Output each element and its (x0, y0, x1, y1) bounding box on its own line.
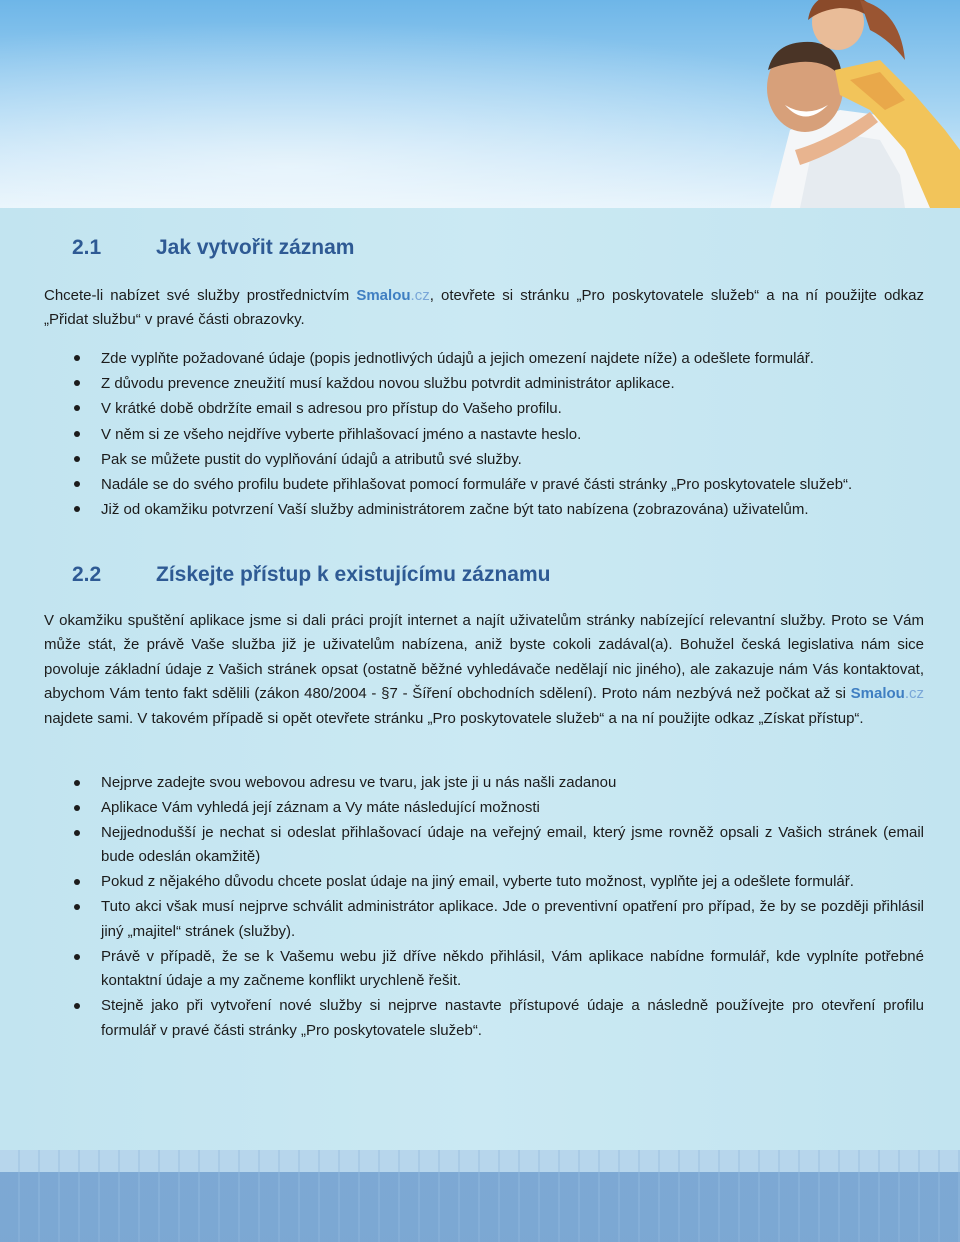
section-2-1-intro (44, 284, 924, 333)
brand-tld-text: .cz (904, 685, 924, 703)
section-2-2-intro (44, 609, 924, 731)
list-item: Nejprve zadejte svou webovou adresu ve tvaru, jak jste ji u nás našli zadanou (44, 771, 924, 795)
list-item: Již od okamžiku potvrzení Vaší služby administrátorem začne být tato nabízena (zobrazována) uživatelům. (44, 497, 924, 522)
list-item: Aplikace Vám vyhledá její záznam a Vy máte následující možnosti (44, 796, 924, 820)
section-title: Jak vytvořit záznam (156, 236, 355, 259)
list-item: V krátké době obdržíte email s adresou pro přístup do Vašeho profilu. (44, 396, 924, 421)
list-item: Tuto akci však musí nejprve schválit administrátor aplikace. Jde o preventivní opatření pro případ, že by se později přihlásil jiný „majitel“ stránek (služby). (44, 895, 924, 944)
list-item: Nadále se do svého profilu budete přihlašovat pomocí formuláře v pravé části stránky „Pro poskytovatele služeb“. (44, 472, 924, 497)
intro-text-start: Chcete-li nabízet své služby prostřednictvím (44, 287, 357, 304)
footer-light-stripe (0, 1150, 960, 1172)
section-2-2-bullet-list (44, 771, 924, 1044)
footer-decorative-band (0, 1150, 960, 1242)
header-banner-photo (0, 0, 960, 208)
list-item: Pak se můžete pustit do vyplňování údajů a atributů své služby. (44, 447, 924, 472)
brand-name-text: Smalou (356, 287, 411, 304)
section-title: Získejte přístup k existujícímu záznamu (156, 563, 551, 586)
section-heading-2-1 (72, 236, 354, 260)
list-item: V něm si ze všeho nejdříve vyberte přihlašovací jméno a nastavte heslo. (44, 422, 924, 447)
list-item: Stejně jako při vytvoření nové služby si nejprve nastavte přístupové údaje a následně používejte pro otevření profilu formulář v pravé části stránky „Pro poskytovatele služeb“. (44, 994, 924, 1043)
list-item: Pokud z nějakého důvodu chcete poslat údaje na jiný email, vyberte tuto možnost, vyplňte jej a odešlete formulář. (44, 870, 924, 894)
section-number: 2.1 (72, 236, 102, 259)
brand-tld-text: .cz (410, 287, 430, 304)
footer-dark-stripe (0, 1172, 960, 1242)
brand-name (851, 685, 924, 702)
list-item: Z důvodu prevence zneužití musí každou novou službu potvrdit administrátor aplikace. (44, 371, 924, 396)
intro-text-end: najdete sami. V takovém případě si opět otevřete stránku „Pro poskytovatele služeb“ a na ní použijte odkaz „Získat přístup“. (44, 709, 864, 727)
section-heading-2-2 (72, 563, 550, 587)
section-2-1-bullet-list (44, 346, 924, 522)
list-item: Právě v případě, že se k Vašemu webu již dříve někdo přihlásil, Vám aplikace nabídne formulář, kde vyplníte potřebné kontaktní údaje a my začneme konflikt urychleně řešit. (44, 945, 924, 994)
brand-name (356, 287, 429, 304)
section-number: 2.2 (72, 563, 102, 586)
list-item: Nejjednodušší je nechat si odeslat přihlašovací údaje na veřejný email, který jsme rovněž opsali z Vašich stránek (email bude odeslán okamžitě) (44, 821, 924, 870)
intro-text-start: V okamžiku spuštění aplikace jsme si dali práci projít internet a najít uživatelům stránky nabízející relevantní služby. Proto se Vám může stát, že právě Vaše služba již je uživatelům nabízena, aniž byste cokoli zadával(a). Bohužel česká legislativa nám sice povoluje základní údaje z Vašich stránek opsat (ostatně běžné vyhledávače nedělají nic jiného), ale zakazuje nám Vás kontaktovat, abychom Vám tento fakt sdělili (zákon 480/2004 - §7 - Šíření obchodních sdělení). Proto nám nezbývá než počkat až si (44, 612, 924, 703)
family-photo-illustration (0, 0, 960, 208)
intro-text-end: , otevřete si stránku „Pro poskytovatele služeb“ a na ní použijte odkaz „Přidat službu“ v pravé části obrazovky. (44, 287, 924, 329)
list-item: Zde vyplňte požadované údaje (popis jednotlivých údajů a jejich omezení najdete níže) a odešlete formulář. (44, 346, 924, 371)
brand-name-text: Smalou (850, 685, 905, 703)
